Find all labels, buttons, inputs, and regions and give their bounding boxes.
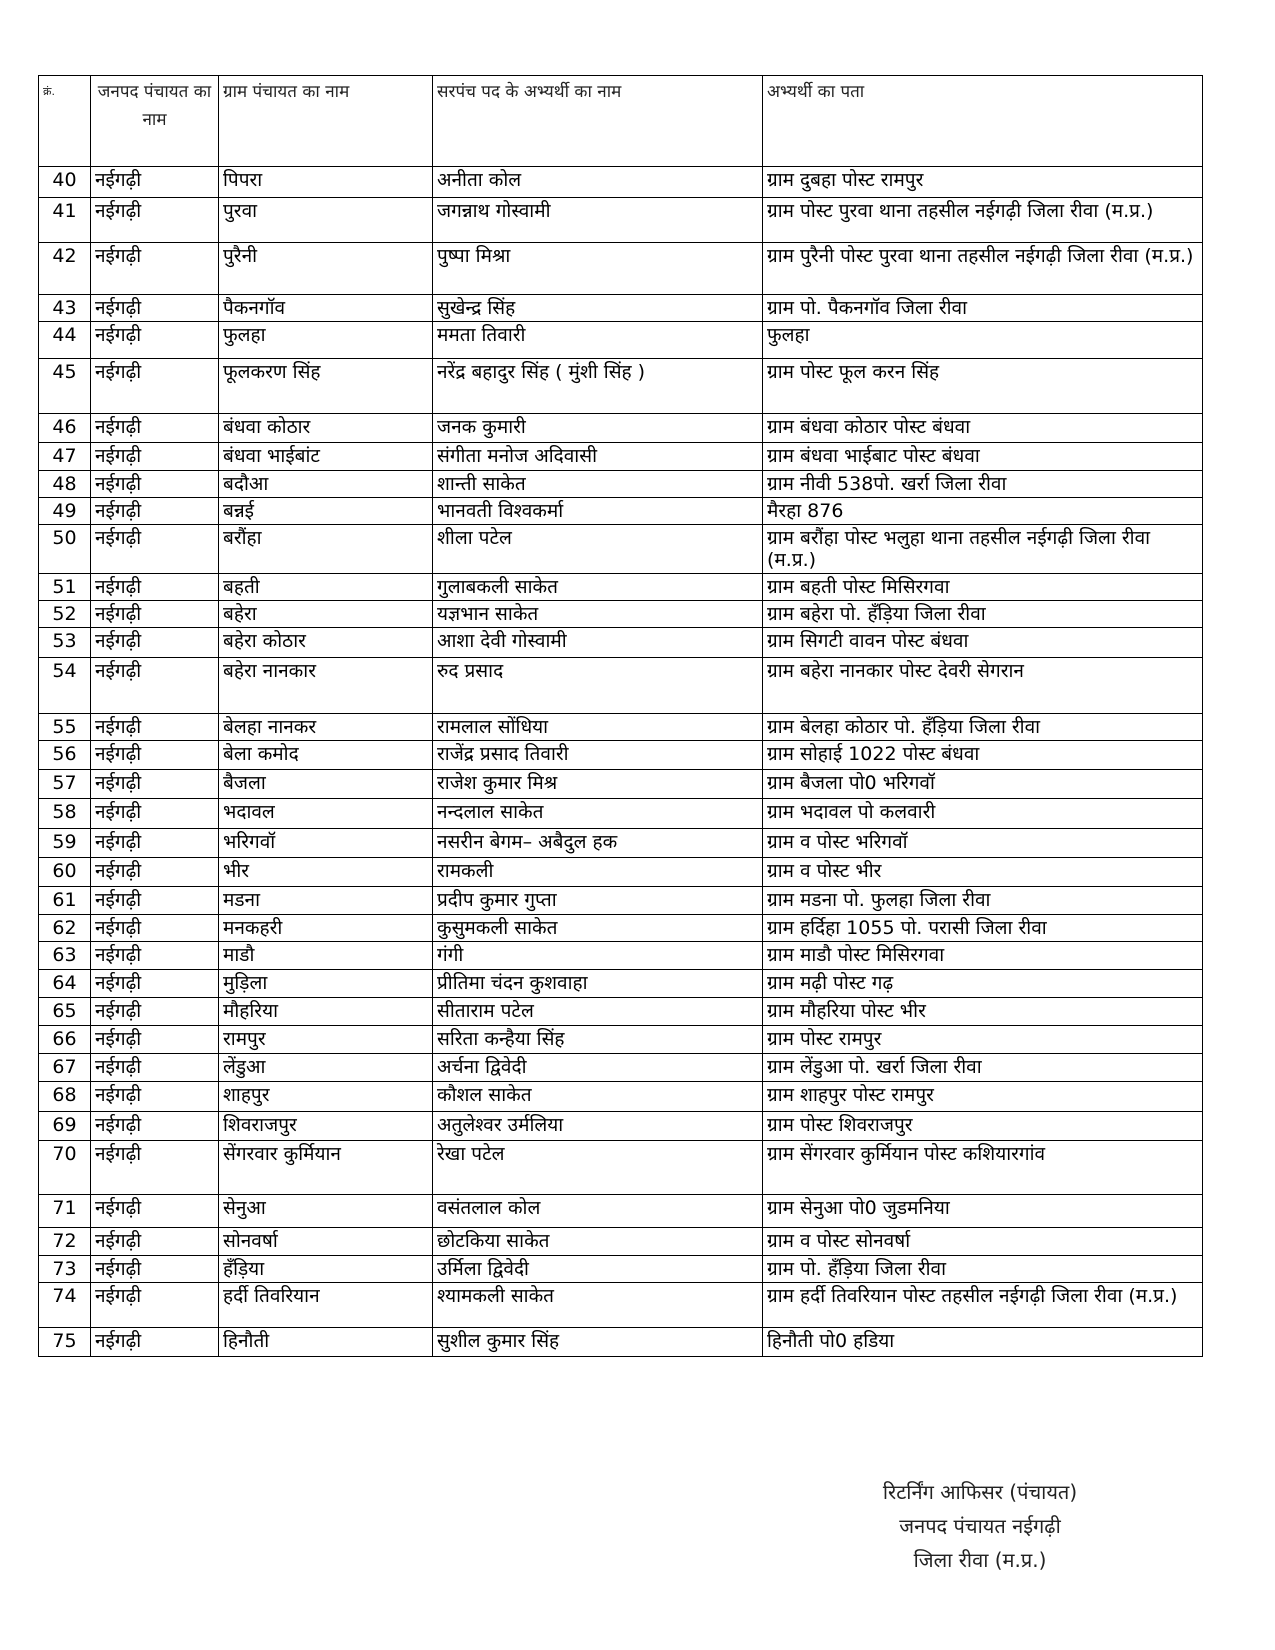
serial-cell: 51 — [39, 574, 91, 601]
candidate-name-cell: प्रदीप कुमार गुप्ता — [433, 887, 763, 915]
candidate-address-cell: ग्राम मौहरिया पोस्ट भीर — [763, 998, 1203, 1026]
candidate-address-cell: ग्राम सेनुआ पो0 जुडमनिया — [763, 1195, 1203, 1228]
signature-office: जनपद पंचायत नईगढ़ी — [899, 1514, 1061, 1538]
janpad-cell: नईगढ़ी — [91, 443, 219, 471]
candidate-name-cell: रुद प्रसाद — [433, 658, 763, 714]
table-row — [39, 1082, 1203, 1112]
candidate-address-cell: ग्राम बहेरा नानकार पोस्ट देवरी सेगरान — [763, 658, 1203, 714]
gram-panchayat-cell: बेला कमोद — [219, 741, 433, 770]
janpad-cell: नईगढ़ी — [91, 601, 219, 628]
janpad-cell: नईगढ़ी — [91, 770, 219, 799]
table-row — [39, 601, 1203, 628]
candidate-address-cell: ग्राम व पोस्ट भीर — [763, 858, 1203, 887]
candidate-table — [38, 75, 1203, 1357]
candidate-name-cell: वसंतलाल कोल — [433, 1195, 763, 1228]
table-row — [39, 525, 1203, 574]
janpad-cell: नईगढ़ी — [91, 359, 219, 414]
candidate-name-cell: सीताराम पटेल — [433, 998, 763, 1026]
gram-panchayat-cell: पुरैनी — [219, 243, 433, 295]
gram-panchayat-cell: मडना — [219, 887, 433, 915]
candidate-name-cell: अनीता कोल — [433, 167, 763, 198]
signature-district: जिला रीवा (म.प्र.) — [913, 1548, 1047, 1572]
janpad-cell: नईगढ़ी — [91, 714, 219, 741]
janpad-cell: नईगढ़ी — [91, 322, 219, 359]
candidate-address-cell: ग्राम पो. पैकनगॉव जिला रीवा — [763, 295, 1203, 322]
table-row — [39, 167, 1203, 198]
janpad-cell: नईगढ़ी — [91, 1112, 219, 1141]
janpad-cell: नईगढ़ी — [91, 414, 219, 443]
gram-panchayat-cell: बहेरा — [219, 601, 433, 628]
serial-cell: 45 — [39, 359, 91, 414]
table-row — [39, 887, 1203, 915]
janpad-cell: नईगढ़ी — [91, 741, 219, 770]
gram-panchayat-cell: बन्नई — [219, 498, 433, 525]
janpad-cell: नईगढ़ी — [91, 1195, 219, 1228]
janpad-cell: नईगढ़ी — [91, 167, 219, 198]
gram-panchayat-cell: हिनौती — [219, 1328, 433, 1357]
table-row — [39, 498, 1203, 525]
serial-cell: 44 — [39, 322, 91, 359]
table-row — [39, 714, 1203, 741]
janpad-cell: नईगढ़ी — [91, 1141, 219, 1195]
table-row — [39, 1283, 1203, 1328]
candidate-name-cell: भानवती विश्वकर्मा — [433, 498, 763, 525]
table-row — [39, 198, 1203, 243]
table-row — [39, 295, 1203, 322]
table-row — [39, 1195, 1203, 1228]
serial-cell: 74 — [39, 1283, 91, 1328]
table-row — [39, 628, 1203, 658]
serial-cell: 46 — [39, 414, 91, 443]
serial-cell: 55 — [39, 714, 91, 741]
serial-cell: 66 — [39, 1026, 91, 1054]
candidate-name-cell: रेखा पटेल — [433, 1141, 763, 1195]
candidate-name-cell: उर्मिला द्विवेदी — [433, 1256, 763, 1283]
gram-panchayat-cell: सेंगरवार कुर्मियान — [219, 1141, 433, 1195]
serial-cell: 75 — [39, 1328, 91, 1357]
candidate-address-cell: ग्राम हर्दी तिवरियान पोस्ट तहसील नईगढ़ी जिला रीवा (म.प्र.) — [763, 1283, 1203, 1328]
candidate-address-cell: ग्राम शाहपुर पोस्ट रामपुर — [763, 1082, 1203, 1112]
candidate-name-cell: पुष्पा मिश्रा — [433, 243, 763, 295]
candidate-address-cell: ग्राम पोस्ट शिवराजपुर — [763, 1112, 1203, 1141]
janpad-cell: नईगढ़ी — [91, 658, 219, 714]
table-row — [39, 1328, 1203, 1357]
candidate-name-cell: सरिता कन्हैया सिंह — [433, 1026, 763, 1054]
serial-cell: 70 — [39, 1141, 91, 1195]
candidate-address-cell: ग्राम सेंगरवार कुर्मियान पोस्ट कशियारगांव — [763, 1141, 1203, 1195]
janpad-cell: नईगढ़ी — [91, 1026, 219, 1054]
serial-cell: 56 — [39, 741, 91, 770]
serial-cell: 61 — [39, 887, 91, 915]
candidate-address-cell: ग्राम मडना पो. फुलहा जिला रीवा — [763, 887, 1203, 915]
candidate-address-cell: ग्राम माडौ पोस्ट मिसिरगवा — [763, 942, 1203, 970]
gram-panchayat-cell: बैजला — [219, 770, 433, 799]
candidate-address-cell: ग्राम सिगटी वावन पोस्ट बंधवा — [763, 628, 1203, 658]
candidate-name-cell: राजेंद्र प्रसाद तिवारी — [433, 741, 763, 770]
janpad-cell: नईगढ़ी — [91, 829, 219, 858]
table-row — [39, 998, 1203, 1026]
janpad-cell: नईगढ़ी — [91, 970, 219, 998]
serial-cell: 57 — [39, 770, 91, 799]
candidate-name-cell: रामकली — [433, 858, 763, 887]
candidate-name-cell: सुखेन्द्र सिंह — [433, 295, 763, 322]
janpad-cell: नईगढ़ी — [91, 915, 219, 942]
janpad-cell: नईगढ़ी — [91, 498, 219, 525]
candidate-address-cell: ग्राम बंधवा भाईबाट पोस्ट बंधवा — [763, 443, 1203, 471]
serial-cell: 73 — [39, 1256, 91, 1283]
table-row — [39, 942, 1203, 970]
gram-panchayat-cell: सोनवर्षा — [219, 1228, 433, 1256]
janpad-cell: नईगढ़ी — [91, 1328, 219, 1357]
candidate-name-cell: रामलाल सोंधिया — [433, 714, 763, 741]
candidate-name-cell: नसरीन बेगम– अबैदुल हक — [433, 829, 763, 858]
table-row — [39, 858, 1203, 887]
candidate-address-cell: ग्राम व पोस्ट सोनवर्षा — [763, 1228, 1203, 1256]
candidate-name-cell: आशा देवी गोस्वामी — [433, 628, 763, 658]
table-row — [39, 574, 1203, 601]
gram-panchayat-cell: सेनुआ — [219, 1195, 433, 1228]
candidate-address-cell: फुलहा — [763, 322, 1203, 359]
gram-panchayat-cell: पिपरा — [219, 167, 433, 198]
serial-cell: 41 — [39, 198, 91, 243]
candidate-address-cell: ग्राम बंधवा कोठार पोस्ट बंधवा — [763, 414, 1203, 443]
serial-cell: 69 — [39, 1112, 91, 1141]
candidate-name-cell: ममता तिवारी — [433, 322, 763, 359]
serial-cell: 64 — [39, 970, 91, 998]
table-row — [39, 1112, 1203, 1141]
table-row — [39, 829, 1203, 858]
janpad-cell: नईगढ़ी — [91, 198, 219, 243]
candidate-name-cell: श्यामकली साकेत — [433, 1283, 763, 1328]
header-candidate-address: अभ्यर्थी का पता — [763, 76, 1203, 167]
candidate-name-cell: जगन्नाथ गोस्वामी — [433, 198, 763, 243]
table-row — [39, 1026, 1203, 1054]
candidate-name-cell: यज्ञभान साकेत — [433, 601, 763, 628]
janpad-cell: नईगढ़ी — [91, 628, 219, 658]
candidate-address-cell: ग्राम नीवी 538पो. खर्रा जिला रीवा — [763, 471, 1203, 498]
janpad-cell: नईगढ़ी — [91, 1256, 219, 1283]
gram-panchayat-cell: पुरवा — [219, 198, 433, 243]
table-row — [39, 970, 1203, 998]
table-body — [39, 167, 1203, 1357]
candidate-address-cell: ग्राम लेंडुआ पो. खर्रा जिला रीवा — [763, 1054, 1203, 1082]
candidate-address-cell: ग्राम बेलहा कोठार पो. हँड़िया जिला रीवा — [763, 714, 1203, 741]
gram-panchayat-cell: बहती — [219, 574, 433, 601]
candidate-address-cell: ग्राम पोस्ट पुरवा थाना तहसील नईगढ़ी जिला रीवा (म.प्र.) — [763, 198, 1203, 243]
table-row — [39, 414, 1203, 443]
candidate-address-cell: ग्राम पो. हँड़िया जिला रीवा — [763, 1256, 1203, 1283]
gram-panchayat-cell: बहेरा नानकार — [219, 658, 433, 714]
signature-title: रिटर्निंग आफिसर (पंचायत) — [882, 1480, 1078, 1504]
serial-cell: 60 — [39, 858, 91, 887]
table-row — [39, 1141, 1203, 1195]
candidate-address-cell: ग्राम बहेरा पो. हँड़िया जिला रीवा — [763, 601, 1203, 628]
gram-panchayat-cell: बदौआ — [219, 471, 433, 498]
janpad-cell: नईगढ़ी — [91, 1054, 219, 1082]
serial-cell: 62 — [39, 915, 91, 942]
gram-panchayat-cell: बेलहा नानकर — [219, 714, 433, 741]
candidate-address-cell: ग्राम पोस्ट रामपुर — [763, 1026, 1203, 1054]
table-row — [39, 243, 1203, 295]
serial-cell: 40 — [39, 167, 91, 198]
candidate-address-cell: ग्राम बैजला पो0 भरिगवॉ — [763, 770, 1203, 799]
table-row — [39, 443, 1203, 471]
signature-block — [840, 1475, 1120, 1577]
candidate-address-cell: ग्राम सोहाई 1022 पोस्ट बंधवा — [763, 741, 1203, 770]
serial-cell: 48 — [39, 471, 91, 498]
serial-cell: 43 — [39, 295, 91, 322]
table-row — [39, 471, 1203, 498]
candidate-address-cell: ग्राम बरौंहा पोस्ट भलुहा थाना तहसील नईगढ़ी जिला रीवा (म.प्र.) — [763, 525, 1203, 574]
serial-cell: 63 — [39, 942, 91, 970]
serial-cell: 67 — [39, 1054, 91, 1082]
serial-cell: 50 — [39, 525, 91, 574]
janpad-cell: नईगढ़ी — [91, 525, 219, 574]
gram-panchayat-cell: शिवराजपुर — [219, 1112, 433, 1141]
serial-cell: 59 — [39, 829, 91, 858]
table-row — [39, 1256, 1203, 1283]
janpad-cell: नईगढ़ी — [91, 574, 219, 601]
gram-panchayat-cell: फुलहा — [219, 322, 433, 359]
janpad-cell: नईगढ़ी — [91, 858, 219, 887]
gram-panchayat-cell: पैकनगॉव — [219, 295, 433, 322]
serial-cell: 58 — [39, 799, 91, 829]
candidate-name-cell: शान्ती साकेत — [433, 471, 763, 498]
gram-panchayat-cell: भरिगवॉ — [219, 829, 433, 858]
candidate-name-cell: कुसुमकली साकेत — [433, 915, 763, 942]
serial-cell: 68 — [39, 1082, 91, 1112]
candidate-name-cell: अर्चना द्विवेदी — [433, 1054, 763, 1082]
gram-panchayat-cell: बंधवा भाईबांट — [219, 443, 433, 471]
table-row — [39, 658, 1203, 714]
serial-cell: 71 — [39, 1195, 91, 1228]
table-row — [39, 770, 1203, 799]
table-row — [39, 741, 1203, 770]
candidate-name-cell: गुलाबकली साकेत — [433, 574, 763, 601]
table-row — [39, 1228, 1203, 1256]
janpad-cell: नईगढ़ी — [91, 1283, 219, 1328]
candidate-name-cell: नन्दलाल साकेत — [433, 799, 763, 829]
gram-panchayat-cell: मनकहरी — [219, 915, 433, 942]
candidate-name-cell: नरेंद्र बहादुर सिंह ( मुंशी सिंह ) — [433, 359, 763, 414]
gram-panchayat-cell: भदावल — [219, 799, 433, 829]
candidate-name-cell: कौशल साकेत — [433, 1082, 763, 1112]
janpad-cell: नईगढ़ी — [91, 471, 219, 498]
gram-panchayat-cell: बरौंहा — [219, 525, 433, 574]
gram-panchayat-cell: हँड़िया — [219, 1256, 433, 1283]
candidate-name-cell: सुशील कुमार सिंह — [433, 1328, 763, 1357]
candidate-address-cell: हिनौती पो0 हडिया — [763, 1328, 1203, 1357]
candidate-address-cell: मैरहा 876 — [763, 498, 1203, 525]
table-row — [39, 359, 1203, 414]
janpad-cell: नईगढ़ी — [91, 295, 219, 322]
gram-panchayat-cell: शाहपुर — [219, 1082, 433, 1112]
gram-panchayat-cell: माडौ — [219, 942, 433, 970]
serial-cell: 42 — [39, 243, 91, 295]
gram-panchayat-cell: बहेरा कोठार — [219, 628, 433, 658]
janpad-cell: नईगढ़ी — [91, 243, 219, 295]
gram-panchayat-cell: मुड़िला — [219, 970, 433, 998]
candidate-name-cell: छोटकिया साकेत — [433, 1228, 763, 1256]
candidate-name-cell: राजेश कुमार मिश्र — [433, 770, 763, 799]
table-row — [39, 915, 1203, 942]
candidate-address-cell: ग्राम बहती पोस्ट मिसिरगवा — [763, 574, 1203, 601]
candidate-address-cell: ग्राम दुबहा पोस्ट रामपुर — [763, 167, 1203, 198]
serial-cell: 65 — [39, 998, 91, 1026]
janpad-cell: नईगढ़ी — [91, 1228, 219, 1256]
gram-panchayat-cell: हर्दी तिवरियान — [219, 1283, 433, 1328]
candidate-name-cell: शीला पटेल — [433, 525, 763, 574]
janpad-cell: नईगढ़ी — [91, 799, 219, 829]
candidate-address-cell: ग्राम पोस्ट फूल करन सिंह — [763, 359, 1203, 414]
serial-cell: 53 — [39, 628, 91, 658]
gram-panchayat-cell: रामपुर — [219, 1026, 433, 1054]
header-janpad-panchayat: जनपद पंचायत का नाम — [91, 76, 219, 167]
candidate-address-cell: ग्राम हर्दिहा 1055 पो. परासी जिला रीवा — [763, 915, 1203, 942]
candidate-name-cell: संगीता मनोज अदिवासी — [433, 443, 763, 471]
candidate-address-cell: ग्राम मढ़ी पोस्ट गढ़ — [763, 970, 1203, 998]
gram-panchayat-cell: भीर — [219, 858, 433, 887]
candidate-address-cell: ग्राम भदावल पो कलवारी — [763, 799, 1203, 829]
serial-cell: 72 — [39, 1228, 91, 1256]
candidate-name-cell: प्रीतिमा चंदन कुशवाहा — [433, 970, 763, 998]
candidate-address-cell: ग्राम पुरैनी पोस्ट पुरवा थाना तहसील नईगढ़ी जिला रीवा (म.प्र.) — [763, 243, 1203, 295]
table-row — [39, 799, 1203, 829]
janpad-cell: नईगढ़ी — [91, 887, 219, 915]
gram-panchayat-cell: लेंडुआ — [219, 1054, 433, 1082]
candidate-name-cell: जनक कुमारी — [433, 414, 763, 443]
header-row — [39, 76, 1203, 167]
header-gram-panchayat: ग्राम पंचायत का नाम — [219, 76, 433, 167]
header-serial: क्रं. — [39, 76, 91, 167]
table-row — [39, 322, 1203, 359]
serial-cell: 52 — [39, 601, 91, 628]
table-row — [39, 1054, 1203, 1082]
janpad-cell: नईगढ़ी — [91, 1082, 219, 1112]
header-candidate-name: सरपंच पद के अभ्यर्थी का नाम — [433, 76, 763, 167]
janpad-cell: नईगढ़ी — [91, 998, 219, 1026]
gram-panchayat-cell: फूलकरण सिंह — [219, 359, 433, 414]
serial-cell: 54 — [39, 658, 91, 714]
candidate-name-cell: अतुलेश्वर उर्मलिया — [433, 1112, 763, 1141]
candidate-name-cell: गंगी — [433, 942, 763, 970]
gram-panchayat-cell: मौहरिया — [219, 998, 433, 1026]
candidate-address-cell: ग्राम व पोस्ट भरिगवॉ — [763, 829, 1203, 858]
gram-panchayat-cell: बंधवा कोठार — [219, 414, 433, 443]
serial-cell: 47 — [39, 443, 91, 471]
serial-cell: 49 — [39, 498, 91, 525]
janpad-cell: नईगढ़ी — [91, 942, 219, 970]
